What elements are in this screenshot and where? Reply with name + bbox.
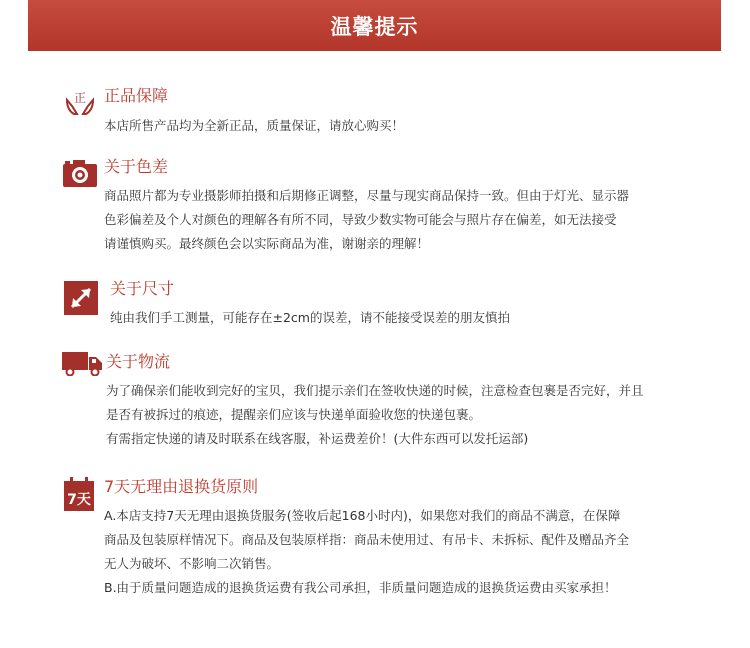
section-text-returns-3: 无人为破坏、不影响二次销售。 [104,556,280,571]
section-text-color-3: 请谨慎购买。最终颜色会以实际商品为准，谢谢亲的理解！ [104,236,430,251]
banner-title: 温馨提示 [330,14,419,39]
section-title-genuine: 正品保障 [104,86,169,105]
section-title-color: 关于色差 [104,157,169,176]
truck-icon [62,352,102,376]
svg-text:正: 正 [73,91,87,105]
section-text-color-2: 色彩偏差及个人对颜色的理解各有所不同，导致少数实物可能会与照片存在偏差，如无法接受 [104,212,617,227]
genuine-hands-icon [64,86,96,118]
section-text-shipping-2: 是否有被拆过的痕迹，提醒亲们应该与快递单面验收您的快递包裹。 [106,407,482,422]
section-title-size: 关于尺寸 [110,279,175,298]
svg-text:7天: 7天 [67,492,91,508]
section-text-returns-2: 商品及包装原样情况下。商品及包装原样指：商品未使用过、有吊卡、未拆标、配件及赠品齐全 [104,532,630,547]
section-text-genuine-1: 本店所售产品均为全新正品，质量保证，请放心购买！ [104,118,405,133]
section-title-returns: 7天无理由退换货原则 [104,477,259,496]
section-text-returns-1: A.本店支持7天无理由退换货服务(签收后起168小时内)，如果您对我们的商品不满意，在保障 [104,508,621,523]
section-text-shipping-1: 为了确保亲们能收到完好的宝贝，我们提示亲们在签收快递的时候，注意检查包裹是否完好，并且 [106,383,644,398]
section-text-shipping-3: 有需指定快递的请及时联系在线客服，补运费差价！(大件东西可以发托运部) [106,431,529,446]
section-text-size-1: 纯由我们手工测量，可能存在±2cm的误差，请不能接受误差的朋友慎拍 [110,310,510,325]
camera-icon [62,158,98,188]
section-title-shipping: 关于物流 [106,352,171,371]
header-banner [28,0,721,51]
section-text-returns-4: B.由于质量问题造成的退换货运费有我公司承担，非质量问题造成的退换货运费由买家承担！ [104,580,617,595]
section-text-color-1: 商品照片都为专业摄影师拍摄和后期修正调整，尽量与现实商品保持一致。但由于灯光、显示器 [104,188,630,203]
seven-day-icon [64,477,94,511]
resize-arrow-icon [64,281,98,315]
